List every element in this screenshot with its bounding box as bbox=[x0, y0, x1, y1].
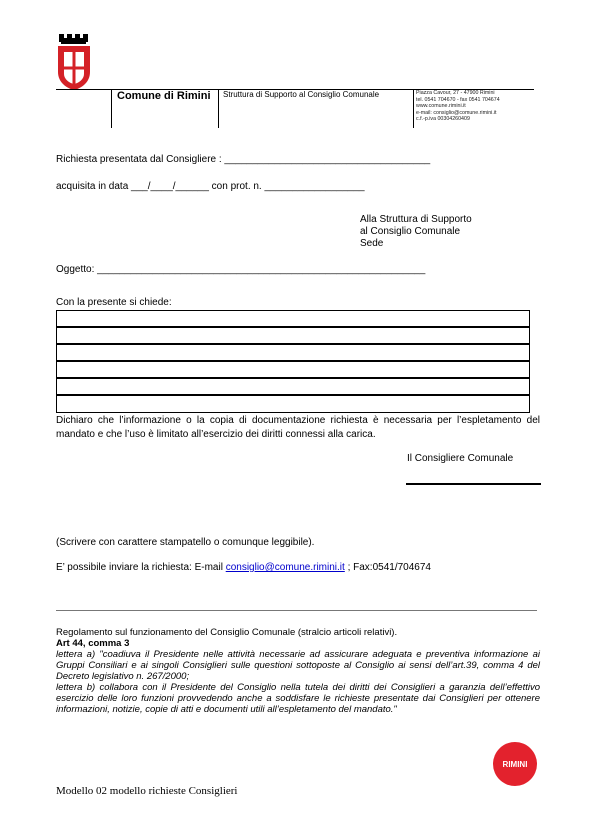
recipient-line: Sede bbox=[360, 238, 384, 249]
regulation-letter-b: lettera b) collabora con il Presidente del Consiglio nella tutela dei diritti dei Consiglieri a garanzia dell’effettivo esercizio delle loro funzioni provvedendo anche a soddisfare le richieste presentate dai Consiglieri per ottenere informazioni, notizie, copie di atti e documenti utili all’espletamento del mandato." bbox=[56, 682, 540, 715]
header-divider bbox=[413, 89, 414, 128]
org-name: Comune di Rimini bbox=[117, 90, 211, 102]
request-box-row[interactable] bbox=[56, 327, 530, 344]
request-box-row[interactable] bbox=[56, 395, 530, 413]
recipient-line: Alla Struttura di Supporto bbox=[360, 214, 472, 225]
acquired-date-field[interactable]: acquisita in data ___/____/______ con prot. n. __________________ bbox=[56, 181, 365, 192]
header-divider bbox=[218, 89, 219, 128]
rimini-logo: RIMINI bbox=[493, 742, 537, 786]
header-divider bbox=[111, 89, 112, 128]
contact-email: e-mail: consiglio@comune.rimini.it bbox=[416, 109, 497, 116]
declaration-text: Dichiaro che l’informazione o la copia di documentazione richiesta è necessaria per l’espletamento del mandato e che l’uso è limitato all’esercizio dei diritti connessi alla carica. bbox=[56, 415, 540, 440]
signature-label: Il Consigliere Comunale bbox=[407, 453, 514, 464]
request-label: Con la presente si chiede: bbox=[56, 297, 172, 308]
contact-phone: tel. 0541 704670 - fax 0541 704674 bbox=[416, 96, 500, 103]
print-note: (Scrivere con carattere stampatello o comunque leggibile). bbox=[56, 537, 315, 548]
request-box-row[interactable] bbox=[56, 310, 530, 327]
request-box-row[interactable] bbox=[56, 361, 530, 378]
signature-line[interactable] bbox=[406, 483, 541, 485]
send-instructions bbox=[56, 562, 431, 573]
request-box-row[interactable] bbox=[56, 344, 530, 361]
regulation-article: Art 44, comma 3 bbox=[56, 638, 130, 649]
regulation-letter-a: lettera a) "coadiuva il Presidente nelle attività necessarie ad assicurare adeguata e preventiva informazione ai Gruppi Consiliari e ai singoli Consiglieri sulle questioni sottoposte al Consiglio ai sensi dell’art.39, comma 4 del Decreto legislativo n. 267/2000; bbox=[56, 649, 540, 682]
department-name: Struttura di Supporto al Consiglio Comunale bbox=[223, 90, 380, 99]
contact-website: www.comune.rimini.it bbox=[416, 103, 466, 110]
recipient-line: al Consiglio Comunale bbox=[360, 226, 461, 237]
section-divider bbox=[56, 610, 537, 611]
contact-vat: c.f.-p.iva 00304260409 bbox=[416, 116, 470, 123]
city-crest-icon bbox=[56, 34, 94, 90]
contact-address: Piazza Cavour, 27 - 47900 Rimini bbox=[416, 90, 495, 96]
requester-field[interactable]: Richiesta presentata dal Consigliere : _____________________________________ bbox=[56, 154, 431, 165]
subject-field[interactable]: Oggetto: ___________________________________________________________ bbox=[56, 264, 426, 275]
recipient-block bbox=[360, 214, 472, 250]
contact-block bbox=[416, 90, 500, 123]
footer-label: Modello 02 modello richieste Consiglieri bbox=[56, 785, 238, 797]
send-prefix: E’ possibile inviare la richiesta: E-mail bbox=[56, 562, 226, 573]
request-box-row[interactable] bbox=[56, 378, 530, 395]
send-suffix: ; Fax:0541/704674 bbox=[344, 562, 431, 573]
email-link[interactable]: consiglio@comune.rimini.it bbox=[225, 562, 345, 573]
regulation-block bbox=[56, 627, 540, 715]
regulation-title: Regolamento sul funzionamento del Consiglio Comunale (stralcio articoli relativi). bbox=[56, 627, 398, 638]
